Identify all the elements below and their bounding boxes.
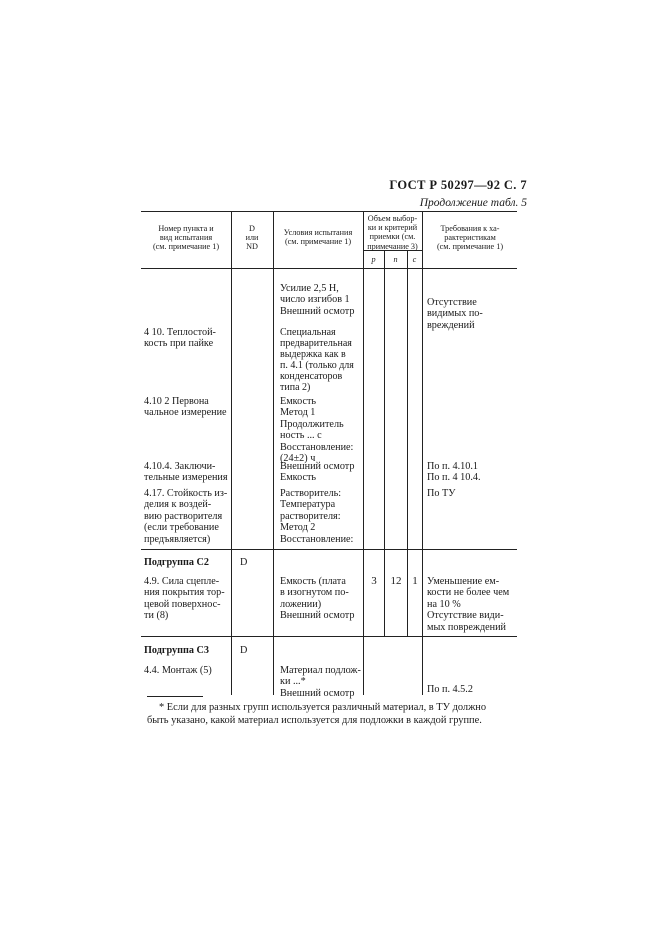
row4-item: 4.10.4. Заключи- тельные измерения	[144, 461, 228, 484]
footnote-line-1: * Если для разных групп используется различный материал, в ТУ должно	[159, 702, 487, 713]
subgroup-c2-rule	[141, 549, 517, 550]
col-divider-1	[231, 211, 232, 695]
subgroup-c2-requirements: Уменьшение ем- кости не более чем на 10 % Отсутствие види- мых повреждений	[427, 576, 510, 633]
col-divider-2	[273, 211, 274, 695]
subgroup-c2-d: D	[240, 557, 248, 568]
subgroup-c3-conditions: Материал подлож- ки ...* Внешний осмотр	[280, 665, 361, 699]
header-p: p	[371, 255, 376, 264]
footnote-rule	[147, 696, 203, 697]
subgroup-c3-requirements: По п. 4.5.2	[427, 684, 473, 695]
subgroup-c2-n: 12	[390, 575, 402, 587]
row1-conditions: Усилие 2,5 Н, число изгибов 1 Внешний осмотр	[280, 283, 355, 317]
table-top-rule	[141, 211, 517, 212]
row1-requirements: Отсутствие видимых по- вреждений	[427, 297, 483, 331]
header-item: Номер пункта и вид испытания (см. примечание 1)	[152, 224, 220, 252]
row2-conditions: Специальная предварительная выдержка как в п. 4.1 (только для конденсаторов типа 2)	[280, 327, 354, 393]
row4-conditions: Внешний осмотр Емкость	[280, 461, 355, 484]
col-divider-4	[422, 211, 423, 695]
subgroup-c3-rule	[141, 636, 517, 637]
subgroup-c3-d: D	[240, 645, 248, 656]
subgroup-c2-p: 3	[371, 575, 377, 587]
header-sample: Объем выбор- ки и критерий приемки (см. примечание 3)	[367, 214, 418, 251]
subgroup-c2-c: 1	[412, 575, 418, 587]
row5-requirements: По ТУ	[427, 488, 456, 499]
row3-conditions: Емкость Метод 1 Продолжитель ность ... с Восстановление: (24±2) ч	[280, 396, 354, 465]
footnote	[147, 701, 521, 727]
subgroup-c2-title: Подгруппа С2	[144, 557, 209, 568]
document-reference: ГОСТ Р 50297—92 С. 7	[389, 178, 527, 192]
col-divider-p-n	[384, 250, 385, 636]
subgroup-c2-conditions: Емкость (плата в изогнутом по- ложении) Внешний осмотр	[280, 576, 355, 622]
header-d-nd: D или ND	[245, 224, 259, 252]
header-n: n	[393, 255, 398, 264]
row5-conditions: Растворитель: Температура растворителя: Метод 2 Восстановление:	[280, 488, 354, 545]
header-bottom-rule	[141, 268, 517, 269]
footnote-line-2: быть указано, какой материал используется для подложки в каждой группе.	[147, 715, 482, 726]
table-continuation-label: Продолжение табл. 5	[419, 197, 527, 209]
header-requirements: Требования к ха- рактеристикам (см. примечание 1)	[436, 224, 504, 252]
header-conditions: Условия испытания (см. примечание 1)	[283, 228, 353, 247]
subgroup-c3-item: 4.4. Монтаж (5)	[144, 665, 212, 676]
row2-item: 4 10. Теплостой- кость при пайке	[144, 327, 216, 350]
row3-item: 4.10 2 Первона чальное измерение	[144, 396, 227, 419]
subgroup-c3-title: Подгруппа С3	[144, 645, 209, 656]
subgroup-c2-item: 4.9. Сила сцепле- ния покрытия тор- цевой поверхнос- ти (8)	[144, 576, 225, 622]
row5-item: 4.17. Стойкость из- делия к воздей- вию растворителя (если требование предъявляется)	[144, 488, 228, 545]
row4-requirements: По п. 4.10.1 По п. 4 10.4.	[427, 461, 481, 484]
header-c: c	[412, 255, 417, 264]
